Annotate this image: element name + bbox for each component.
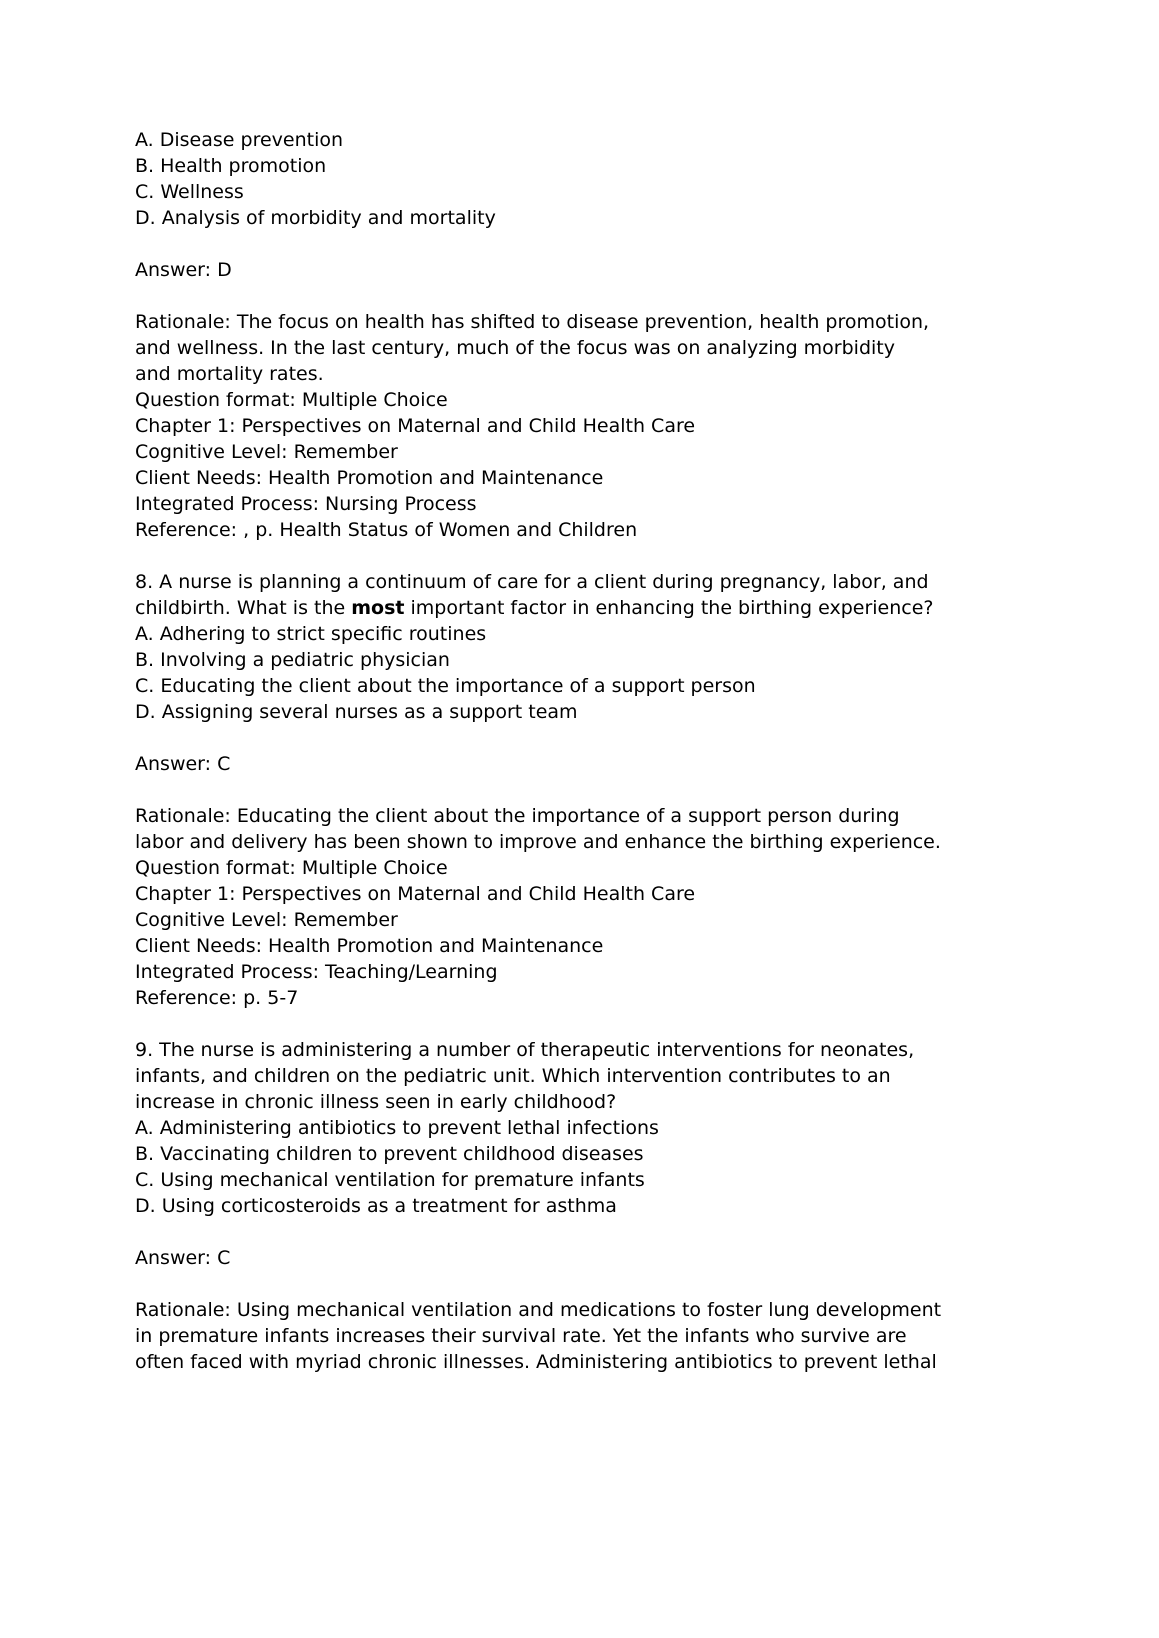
text-line: Integrated Process: Teaching/Learning bbox=[135, 961, 498, 983]
question9-answer bbox=[135, 1245, 1109, 1271]
question8-answer bbox=[135, 751, 1109, 777]
text-line: Answer: C bbox=[135, 753, 231, 775]
text-line: B. Vaccinating children to prevent childhood diseases bbox=[135, 1143, 644, 1165]
question8-rationale bbox=[135, 803, 1109, 1011]
question7-rationale bbox=[135, 309, 1109, 543]
text-line: Question format: Multiple Choice bbox=[135, 857, 448, 879]
text-line: Chapter 1: Perspectives on Maternal and Child Health Care bbox=[135, 883, 696, 905]
text-line: Integrated Process: Nursing Process bbox=[135, 493, 477, 515]
question9 bbox=[135, 1037, 1109, 1219]
text-line: Answer: C bbox=[135, 1247, 231, 1269]
text-line: Cognitive Level: Remember bbox=[135, 441, 398, 463]
text-line: Reference: , p. Health Status of Women and Children bbox=[135, 519, 638, 541]
text-line: labor and delivery has been shown to improve and enhance the birthing experience. bbox=[135, 831, 941, 853]
text-line: B. Health promotion bbox=[135, 155, 327, 177]
bold-text: most bbox=[351, 597, 405, 619]
text-line: A. Administering antibiotics to prevent lethal infections bbox=[135, 1117, 659, 1139]
text-line: D. Analysis of morbidity and mortality bbox=[135, 207, 496, 229]
text-line: and wellness. In the last century, much of the focus was on analyzing morbidity bbox=[135, 337, 895, 359]
text-segment: childbirth. What is the bbox=[135, 597, 352, 619]
question7-answer bbox=[135, 257, 1109, 283]
text-line: often faced with myriad chronic illnesses. Administering antibiotics to prevent lethal bbox=[135, 1351, 937, 1373]
text-line: A. Adhering to strict specific routines bbox=[135, 623, 487, 645]
text-line bbox=[135, 595, 1109, 621]
text-line: Chapter 1: Perspectives on Maternal and Child Health Care bbox=[135, 415, 696, 437]
text-line: infants, and children on the pediatric unit. Which intervention contributes to an bbox=[135, 1065, 891, 1087]
text-line: Answer: D bbox=[135, 259, 232, 281]
text-line: Cognitive Level: Remember bbox=[135, 909, 398, 931]
text-line: A. Disease prevention bbox=[135, 129, 344, 151]
text-line: Rationale: The focus on health has shifted to disease prevention, health promotion, bbox=[135, 311, 930, 333]
text-line: and mortality rates. bbox=[135, 363, 324, 385]
text-line: Question format: Multiple Choice bbox=[135, 389, 448, 411]
text-line: C. Wellness bbox=[135, 181, 244, 203]
text-line: in premature infants increases their survival rate. Yet the infants who survive are bbox=[135, 1325, 907, 1347]
text-line: 9. The nurse is administering a number of therapeutic interventions for neonates, bbox=[135, 1039, 915, 1061]
text-segment: important factor in enhancing the birthing experience? bbox=[404, 597, 934, 619]
text-line: D. Using corticosteroids as a treatment for asthma bbox=[135, 1195, 617, 1217]
text-line: Rationale: Educating the client about the importance of a support person during bbox=[135, 805, 900, 827]
text-line: D. Assigning several nurses as a support team bbox=[135, 701, 578, 723]
text-line: Client Needs: Health Promotion and Maintenance bbox=[135, 935, 604, 957]
question8 bbox=[135, 569, 1109, 725]
text-line: B. Involving a pediatric physician bbox=[135, 649, 450, 671]
text-line: 8. A nurse is planning a continuum of care for a client during pregnancy, labor, and bbox=[135, 571, 929, 593]
text-line: C. Using mechanical ventilation for premature infants bbox=[135, 1169, 645, 1191]
question9-rationale bbox=[135, 1297, 1109, 1375]
text-line: Client Needs: Health Promotion and Maintenance bbox=[135, 467, 604, 489]
text-line: increase in chronic illness seen in early childhood? bbox=[135, 1091, 617, 1113]
text-line: C. Educating the client about the importance of a support person bbox=[135, 675, 756, 697]
text-line: Rationale: Using mechanical ventilation and medications to foster lung development bbox=[135, 1299, 942, 1321]
text-line: Reference: p. 5-7 bbox=[135, 987, 299, 1009]
question7-options bbox=[135, 127, 1109, 231]
